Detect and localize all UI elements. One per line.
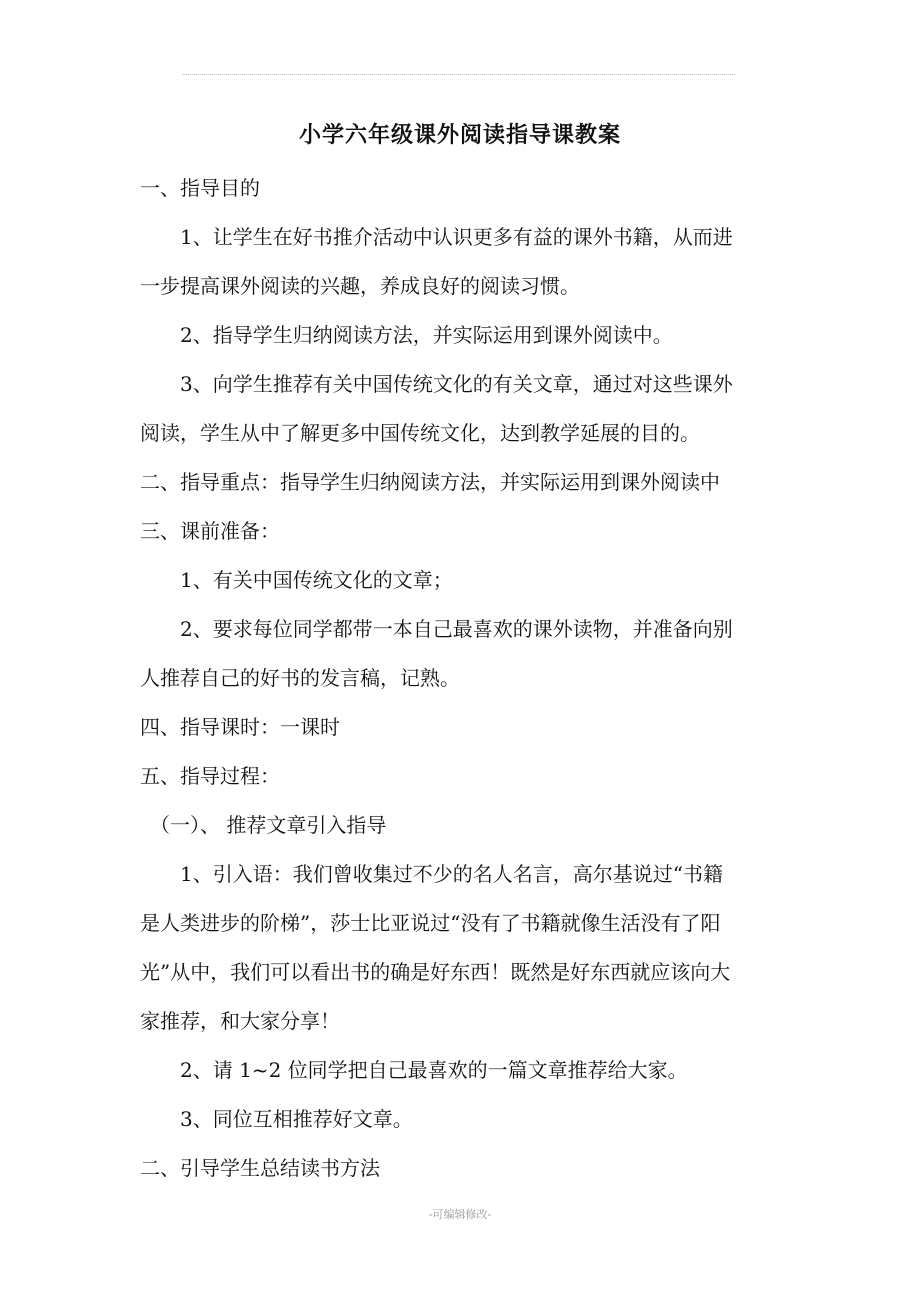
- paragraph-process-3: 3、同位互相推荐好文章。: [180, 1107, 413, 1131]
- paragraph-purpose-3-cont: 阅读，学生从中了解更多中国传统文化，达到教学延展的目的。: [140, 421, 700, 445]
- heading-preparation: 三、课前准备：: [140, 519, 280, 543]
- paragraph-purpose-1: 1、让学生在好书推介活动中认识更多有益的课外书籍，从而进: [180, 225, 733, 249]
- document-title: 小学六年级课外阅读指导课教案: [298, 123, 621, 148]
- paragraph-preparation-2: 2、要求每位同学都带一本自己最喜欢的课外读物，并准备向别: [180, 617, 733, 641]
- header-rule: [183, 74, 735, 75]
- subheading-recommend-articles: （一）、 推荐文章引入指导: [150, 813, 387, 837]
- paragraph-process-1-cont-b: 光”从中，我们可以看出书的确是好东西！既然是好东西就应该向大: [140, 960, 731, 984]
- paragraph-process-1: 1、引入语：我们曾收集过不少的名人名言，高尔基说过“书籍: [180, 862, 723, 886]
- footer-note: -可编辑修改-: [428, 1208, 492, 1221]
- paragraph-purpose-1-cont: 一步提高课外阅读的兴趣，养成良好的阅读习惯。: [140, 274, 580, 298]
- heading-class-hours: 四、指导课时：一课时: [140, 715, 340, 739]
- heading-guidance-focus: 二、指导重点：指导学生归纳阅读方法，并实际运用到课外阅读中: [140, 470, 720, 494]
- document-body: [140, 164, 782, 1193]
- paragraph-preparation-2-cont: 人推荐自己的好书的发言稿，记熟。: [140, 666, 460, 690]
- heading-guidance-purpose: 一、指导目的: [140, 176, 260, 200]
- paragraph-process-1-cont-a: 是人类进步的阶梯”，莎士比亚说过“没有了书籍就像生活没有了阳: [140, 911, 721, 935]
- paragraph-purpose-2: 2、指导学生归纳阅读方法，并实际运用到课外阅读中。: [180, 323, 673, 347]
- paragraph-process-2: 2、请 1~2 位同学把自己最喜欢的一篇文章推荐给大家。: [180, 1058, 688, 1082]
- heading-guidance-process: 五、指导过程：: [140, 764, 280, 788]
- paragraph-preparation-1: 1、有关中国传统文化的文章；: [180, 568, 453, 592]
- paragraph-purpose-3: 3、向学生推荐有关中国传统文化的有关文章，通过对这些课外: [180, 372, 733, 396]
- paragraph-process-1-cont-c: 家推荐，和大家分享！: [140, 1009, 340, 1033]
- heading-reading-methods: 二、引导学生总结读书方法: [140, 1156, 380, 1180]
